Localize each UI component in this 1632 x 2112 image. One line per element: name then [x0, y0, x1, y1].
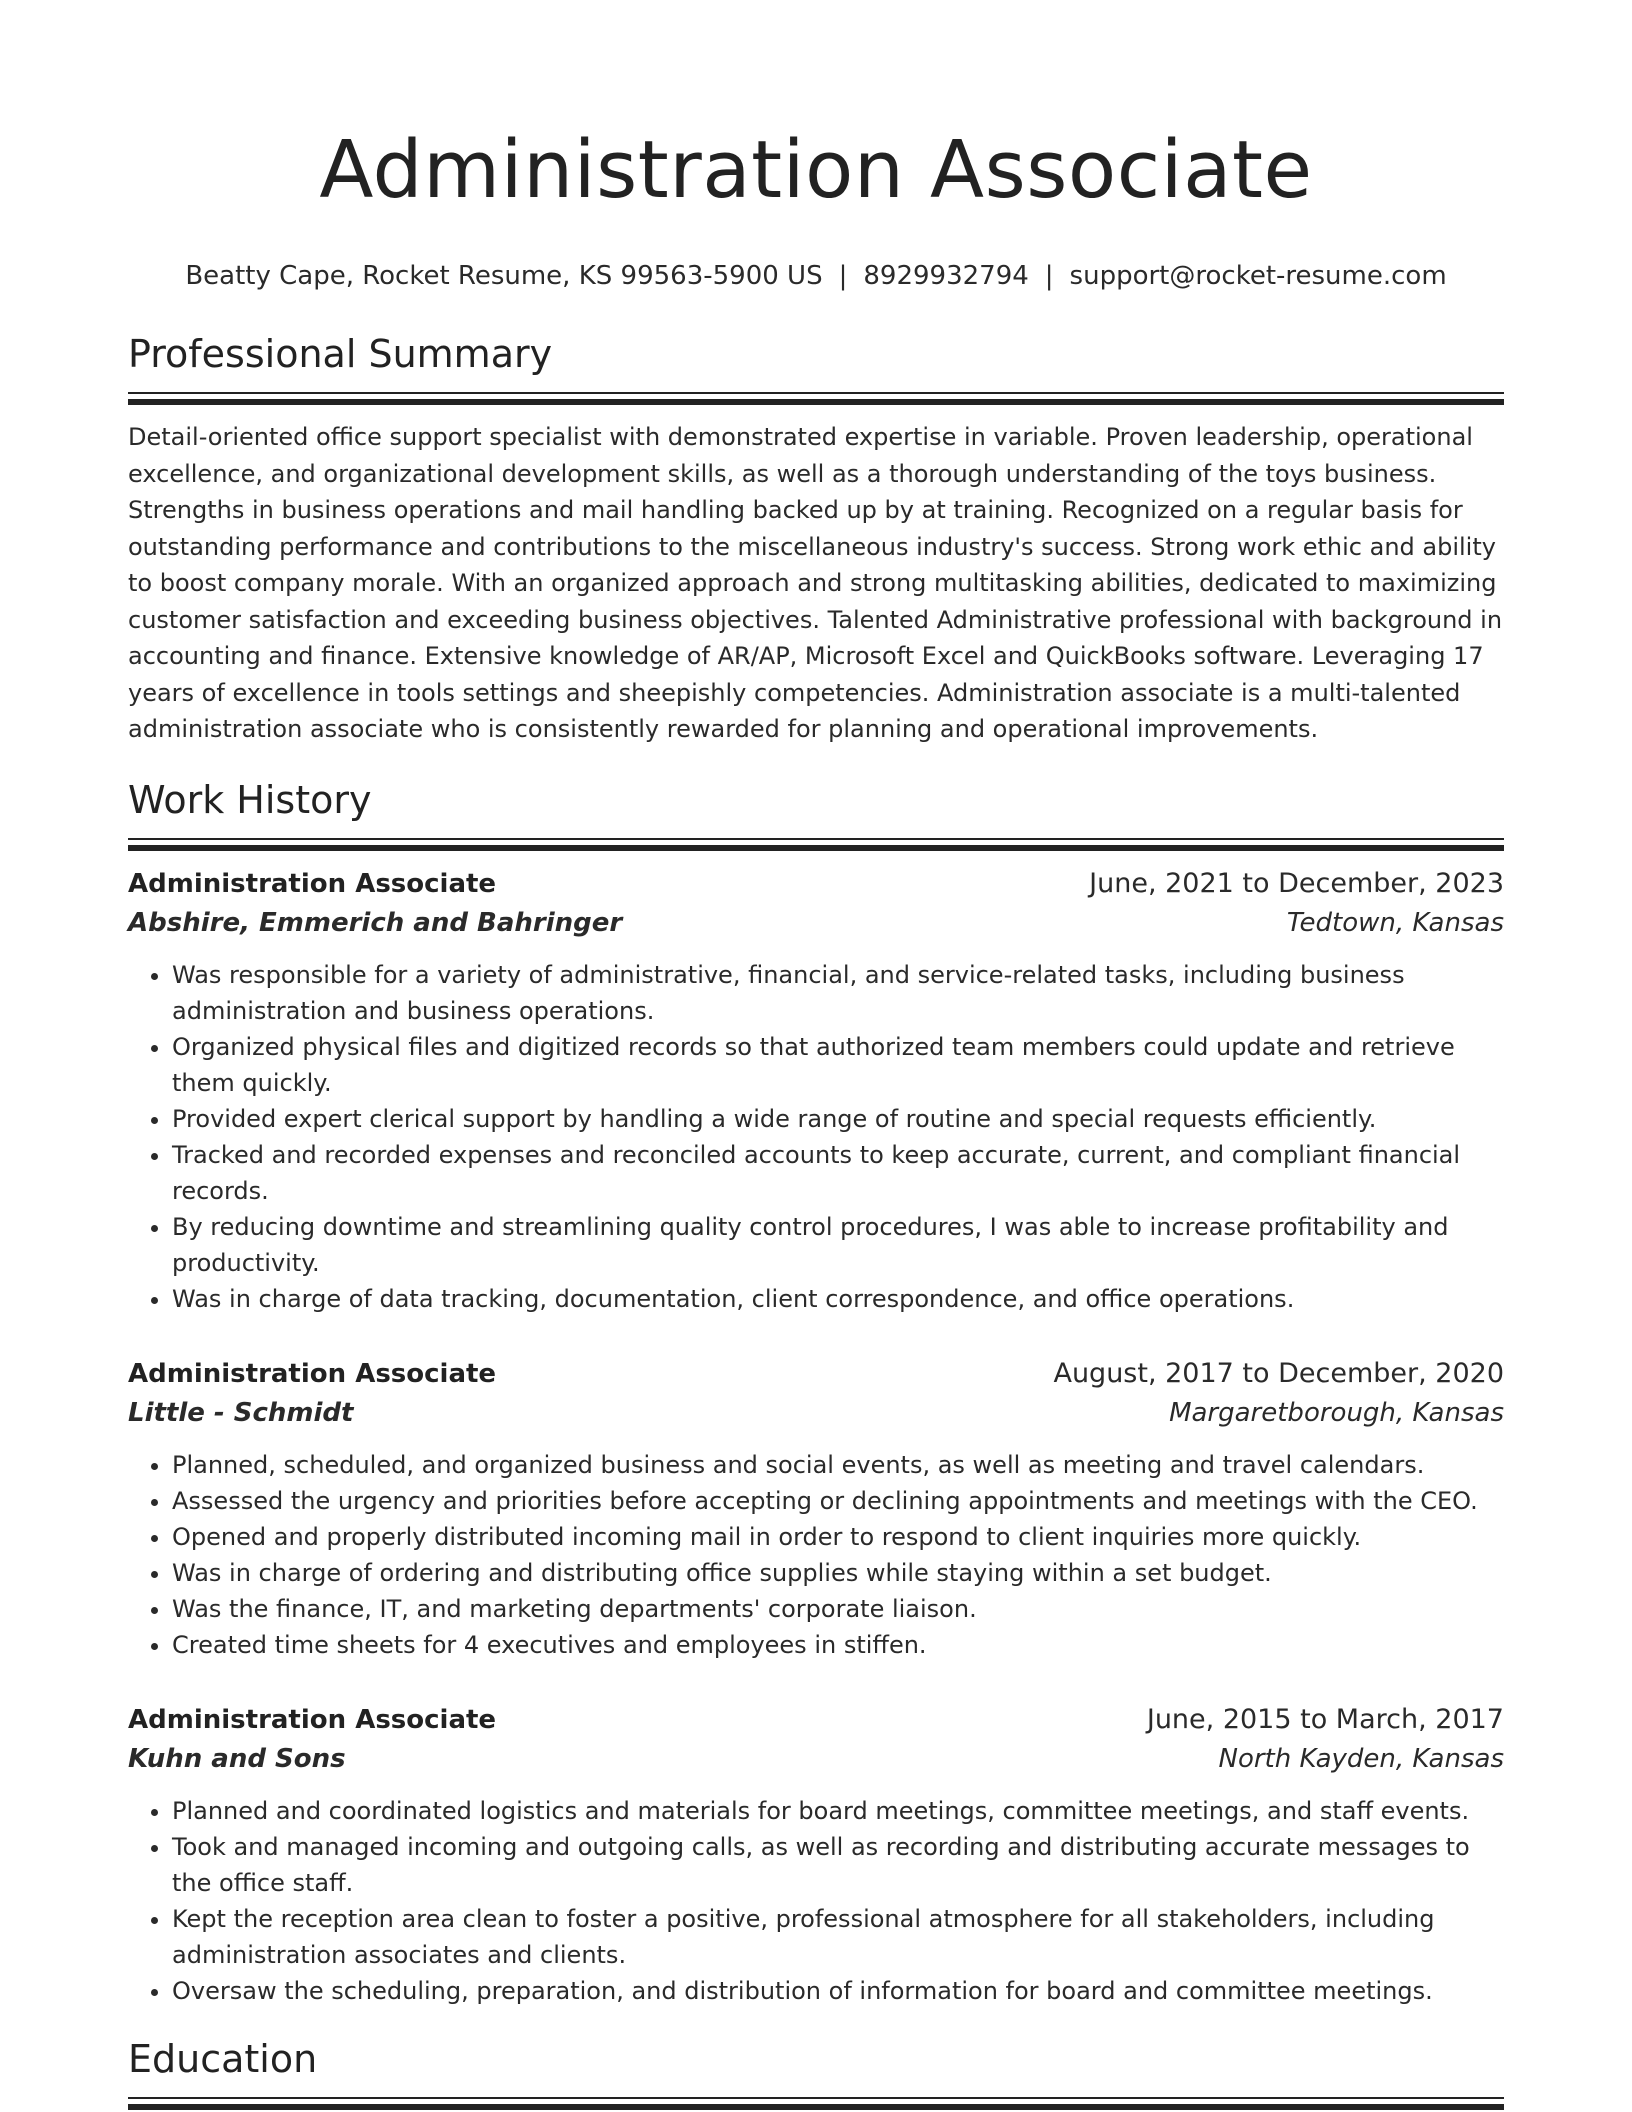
job-bullet: • By reducing downtime and streamlining quality control procedures, I was able to increase profitability and productivity. [172, 1209, 1504, 1281]
job-entry [128, 865, 1504, 1317]
job-bullet-list [128, 1447, 1504, 1663]
job-bullet: • Organized physical files and digitized records so that authorized team members could update and retrieve them quickly. [172, 1029, 1504, 1101]
job-dates: June, 2015 to March, 2017 [1146, 1703, 1504, 1735]
job-location: Tedtown, Kansas [1286, 907, 1504, 938]
summary-paragraph: Detail-oriented office support specialist with demonstrated expertise in variable. Proven leadership, operational excellence, and organizational development skills, as well as a thorough understanding of the toys business. Strengths in business operations and mail handling backed up by at training. Recognized on a regular basis for outstanding performance and contributions to the miscellaneous industry's success. Strong work ethic and ability to boost company morale. With an organized approach and strong multitasking abilities, dedicated to maximizing customer satisfaction and exceeding business objectives. Talented Administrative professional with background in accounting and finance. Extensive knowledge of AR/AP, Microsoft Excel and QuickBooks software. Leveraging 17 years of excellence in tools settings and sheepishly competencies. Administration associate is a multi-talented administration associate who is consistently rewarded for planning and operational improvements. [128, 423, 1503, 743]
job-bullet-list [128, 957, 1504, 1317]
job-entry [128, 1355, 1504, 1663]
job-company: Abshire, Emmerich and Bahringer [128, 907, 623, 938]
job-company-row [128, 1393, 1504, 1433]
divider-thin-line [128, 838, 1504, 840]
job-bullet: • Planned and coordinated logistics and materials for board meetings, committee meetings, and staff events. [172, 1793, 1504, 1829]
job-entry [128, 1701, 1504, 2009]
education-section [128, 2035, 1504, 2110]
section-heading-education: Education [128, 2036, 318, 2081]
job-bullet: • Provided expert clerical support by handling a wide range of routine and special requests efficiently. [172, 1101, 1504, 1137]
job-bullet: • Kept the reception area clean to foster a positive, professional atmosphere for all stakeholders, including administration associates and clients. [172, 1901, 1504, 1973]
contact-address: Beatty Cape, Rocket Resume, KS 99563-5900 US [185, 261, 823, 291]
candidate-name: Administration Associate [319, 124, 1313, 216]
job-header-row [128, 1355, 1504, 1393]
divider-thick-line [128, 845, 1504, 851]
section-divider [128, 392, 1504, 405]
job-company: Kuhn and Sons [128, 1743, 346, 1774]
job-bullet: • Was in charge of ordering and distributing office supplies while staying within a set budget. [172, 1555, 1504, 1591]
divider-thin-line [128, 392, 1504, 394]
divider-thick-line [128, 399, 1504, 405]
job-location: Margaretborough, Kansas [1169, 1397, 1504, 1428]
job-bullet: • Assessed the urgency and priorities before accepting or declining appointments and meetings with the CEO. [172, 1483, 1504, 1519]
section-heading-work-history: Work History [128, 777, 372, 822]
summary-section [128, 330, 1504, 748]
job-title: Administration Associate [128, 868, 497, 899]
job-header-row [128, 865, 1504, 903]
job-company-row [128, 1739, 1504, 1779]
job-title: Administration Associate [128, 1704, 497, 1735]
job-bullet: • Oversaw the scheduling, preparation, and distribution of information for board and committee meetings. [172, 1973, 1504, 2009]
contact-line [128, 258, 1504, 294]
divider-thick-line [128, 2104, 1504, 2110]
job-company-row [128, 903, 1504, 943]
job-bullet: • Planned, scheduled, and organized business and social events, as well as meeting and travel calendars. [172, 1447, 1504, 1483]
job-bullet: • Was responsible for a variety of administrative, financial, and service-related tasks, including business administration and business operations. [172, 957, 1504, 1029]
contact-email: support@rocket-resume.com [1069, 261, 1447, 291]
job-dates: August, 2017 to December, 2020 [1053, 1357, 1504, 1389]
job-title: Administration Associate [128, 1358, 497, 1389]
section-divider [128, 2097, 1504, 2110]
job-company: Little - Schmidt [128, 1397, 354, 1428]
contact-separator: | [1044, 261, 1054, 291]
divider-thin-line [128, 2097, 1504, 2099]
job-bullet: • Tracked and recorded expenses and reconciled accounts to keep accurate, current, and compliant financial records. [172, 1137, 1504, 1209]
job-bullet: • Took and managed incoming and outgoing calls, as well as recording and distributing accurate messages to the office staff. [172, 1829, 1504, 1901]
job-dates: June, 2021 to December, 2023 [1089, 867, 1504, 899]
job-bullet: • Was the finance, IT, and marketing departments' corporate liaison. [172, 1591, 1504, 1627]
contact-separator: | [838, 261, 848, 291]
job-bullet: • Was in charge of data tracking, documentation, client correspondence, and office operations. [172, 1281, 1504, 1317]
work-history-section [128, 776, 1504, 2009]
job-bullet: • Created time sheets for 4 executives and employees in stiffen. [172, 1627, 1504, 1663]
section-divider [128, 838, 1504, 851]
section-heading-summary: Professional Summary [128, 332, 553, 376]
job-header-row [128, 1701, 1504, 1739]
job-location: North Kayden, Kansas [1218, 1743, 1504, 1774]
job-bullet: • Opened and properly distributed incoming mail in order to respond to client inquiries more quickly. [172, 1519, 1504, 1555]
contact-phone: 8929932794 [863, 261, 1029, 291]
job-bullet-list [128, 1793, 1504, 2009]
